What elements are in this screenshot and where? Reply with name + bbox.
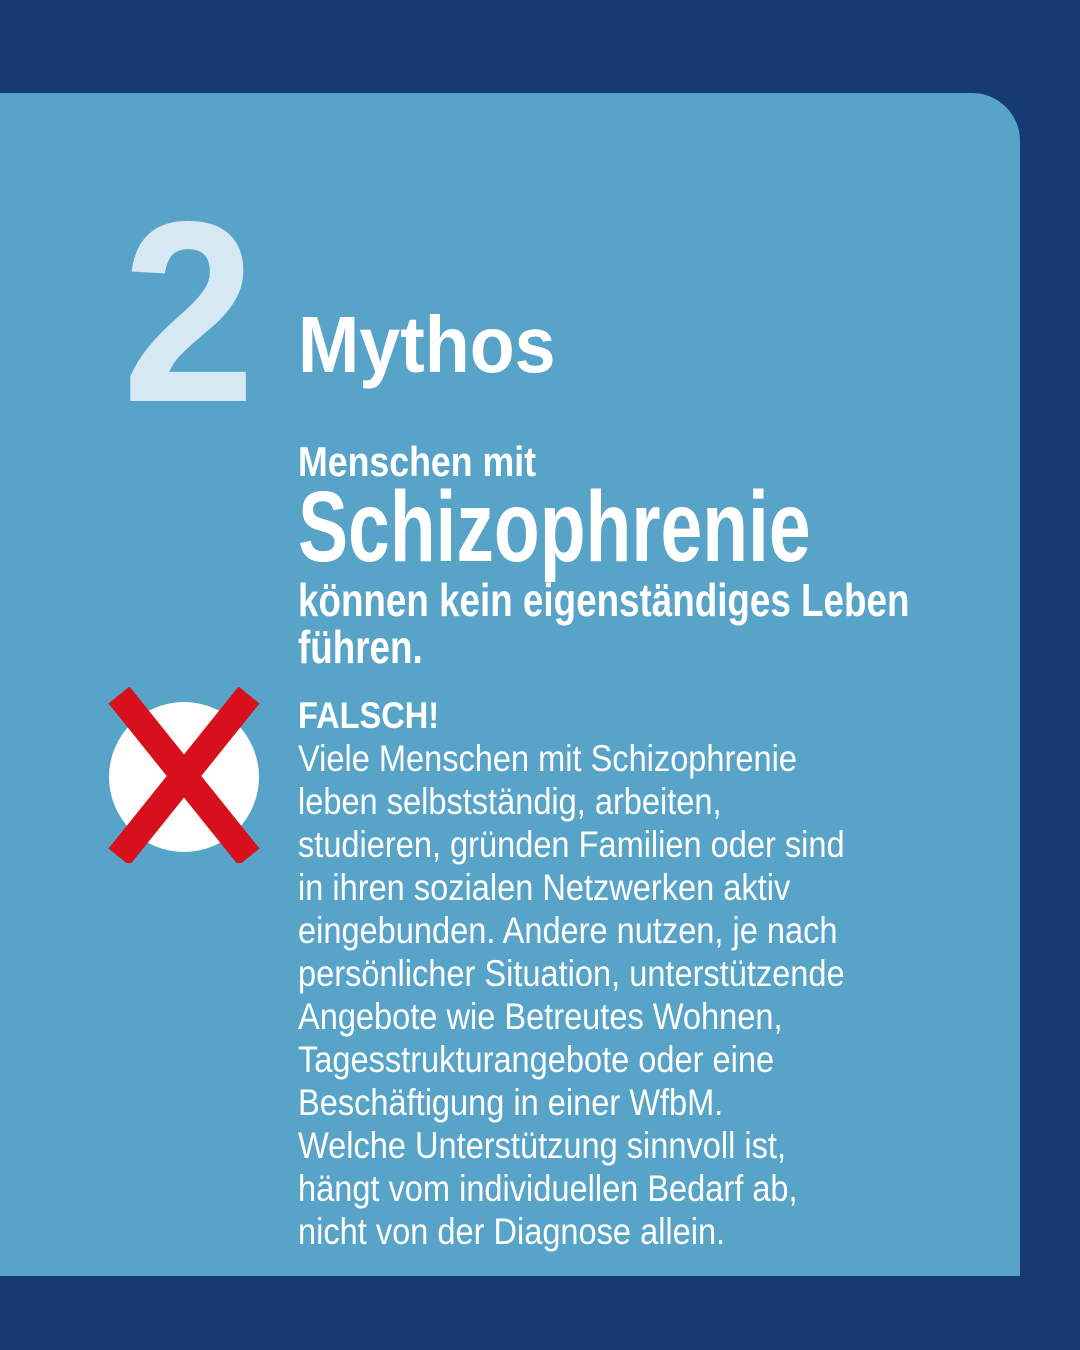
card-title: Mythos (298, 300, 556, 389)
debunk-line: leben selbstständig, arbeiten, (298, 781, 722, 822)
debunk-line: Angebote wie Betreutes Wohnen, (298, 996, 783, 1037)
debunk-line: Welche Unterstützung sinnvoll ist, (298, 1125, 787, 1166)
debunk-label: FALSCH! (298, 695, 440, 736)
debunk-text-block (298, 694, 919, 1253)
debunk-line: Viele Menschen mit Schizophrenie (298, 738, 797, 779)
debunk-line: studieren, gründen Familien oder sind (298, 824, 845, 865)
myth-statement-block (298, 438, 1062, 673)
myth-statement-line-2: führen. (298, 621, 423, 673)
x-mark-icon (105, 687, 265, 863)
debunk-line: in ihren sozialen Netzwerken aktiv (298, 867, 791, 908)
debunk-line: Beschäftigung in einer WfbM. (298, 1082, 724, 1123)
myth-number: 2 (122, 167, 254, 456)
debunk-line: Tagesstrukturangebote oder eine (298, 1039, 775, 1080)
myth-keyword: Schizophrenie (298, 471, 811, 583)
myth-intro-line: Menschen mit (298, 438, 537, 485)
debunk-line: persönlicher Situation, unterstützende (298, 953, 845, 994)
myth-statement-line-1: können kein eigenständiges Leben (298, 574, 910, 626)
debunk-line: nicht von der Diagnose allein. (298, 1211, 726, 1252)
debunk-line: hängt vom individuellen Bedarf ab, (298, 1168, 798, 1209)
debunk-line: eingebunden. Andere nutzen, je nach (298, 910, 838, 951)
myth-card (0, 93, 1020, 1276)
